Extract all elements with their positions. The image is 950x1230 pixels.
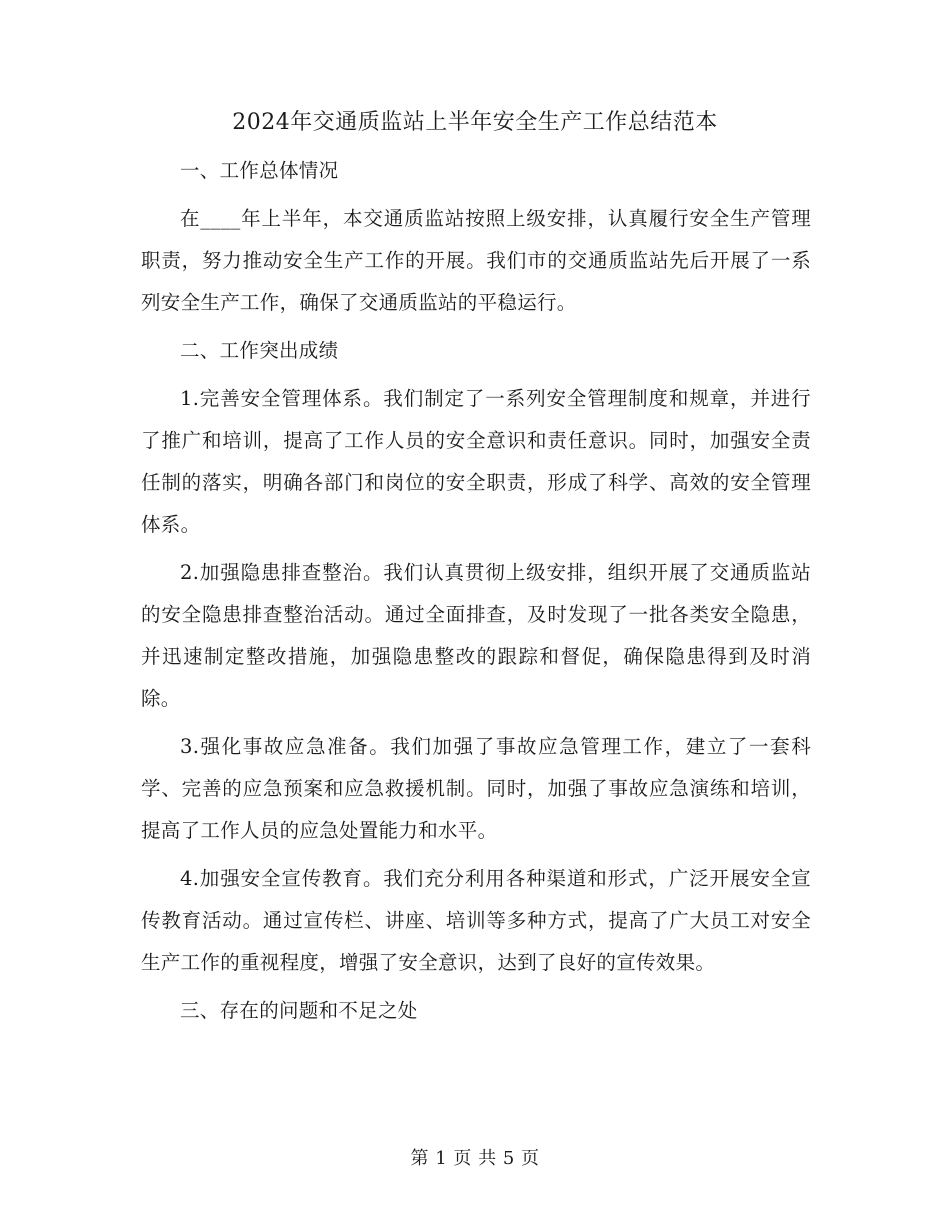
document-title: 2024年交通质监站上半年安全生产工作总结范本: [232, 110, 718, 135]
paragraph-overview: 在____年上半年，本交通质监站按照上级安排，认真履行安全生产管理职责，努力推动安全生产工作的开展。我们市的交通质监站先后开展了一系列安全生产工作，确保了交通质监站的平稳运行。: [141, 207, 811, 314]
document-body: [141, 150, 811, 1038]
paragraph-achievement-3: 3.强化事故应急准备。我们加强了事故应急管理工作，建立了一套科学、完善的应急预案和应急救援机制。同时，加强了事故应急演练和培训，提高了工作人员的应急处置能力和水平。: [141, 735, 811, 842]
section-heading-problems: 三、存在的问题和不足之处: [180, 999, 418, 1022]
section-heading-achievements: 二、工作突出成绩: [180, 339, 339, 362]
section-heading-overview: 一、工作总体情况: [180, 159, 339, 182]
paragraph-achievement-4: 4.加强安全宣传教育。我们充分利用各种渠道和形式，广泛开展安全宣传教育活动。通过宣传栏、讲座、培训等多种方式，提高了广大员工对安全生产工作的重视程度，增强了安全意识，达到了良好的宣传效果。: [141, 867, 811, 974]
paragraph-achievement-2: 2.加强隐患排查整治。我们认真贯彻上级安排，组织开展了交通质监站的安全隐患排查整治活动。通过全面排查，及时发现了一批各类安全隐患，并迅速制定整改措施，加强隐患整改的跟踪和督促，确保隐患得到及时消除。: [141, 561, 811, 710]
paragraph-achievement-1: 1.完善安全管理体系。我们制定了一系列安全管理制度和规章，并进行了推广和培训，提高了工作人员的安全意识和责任意识。同时，加强安全责任制的落实，明确各部门和岗位的安全职责，形成了科学、高效的安全管理体系。: [141, 387, 811, 536]
page-number-footer: [0, 1146, 950, 1172]
page-number-label: 第 1 页 共 5 页: [410, 1148, 540, 1169]
